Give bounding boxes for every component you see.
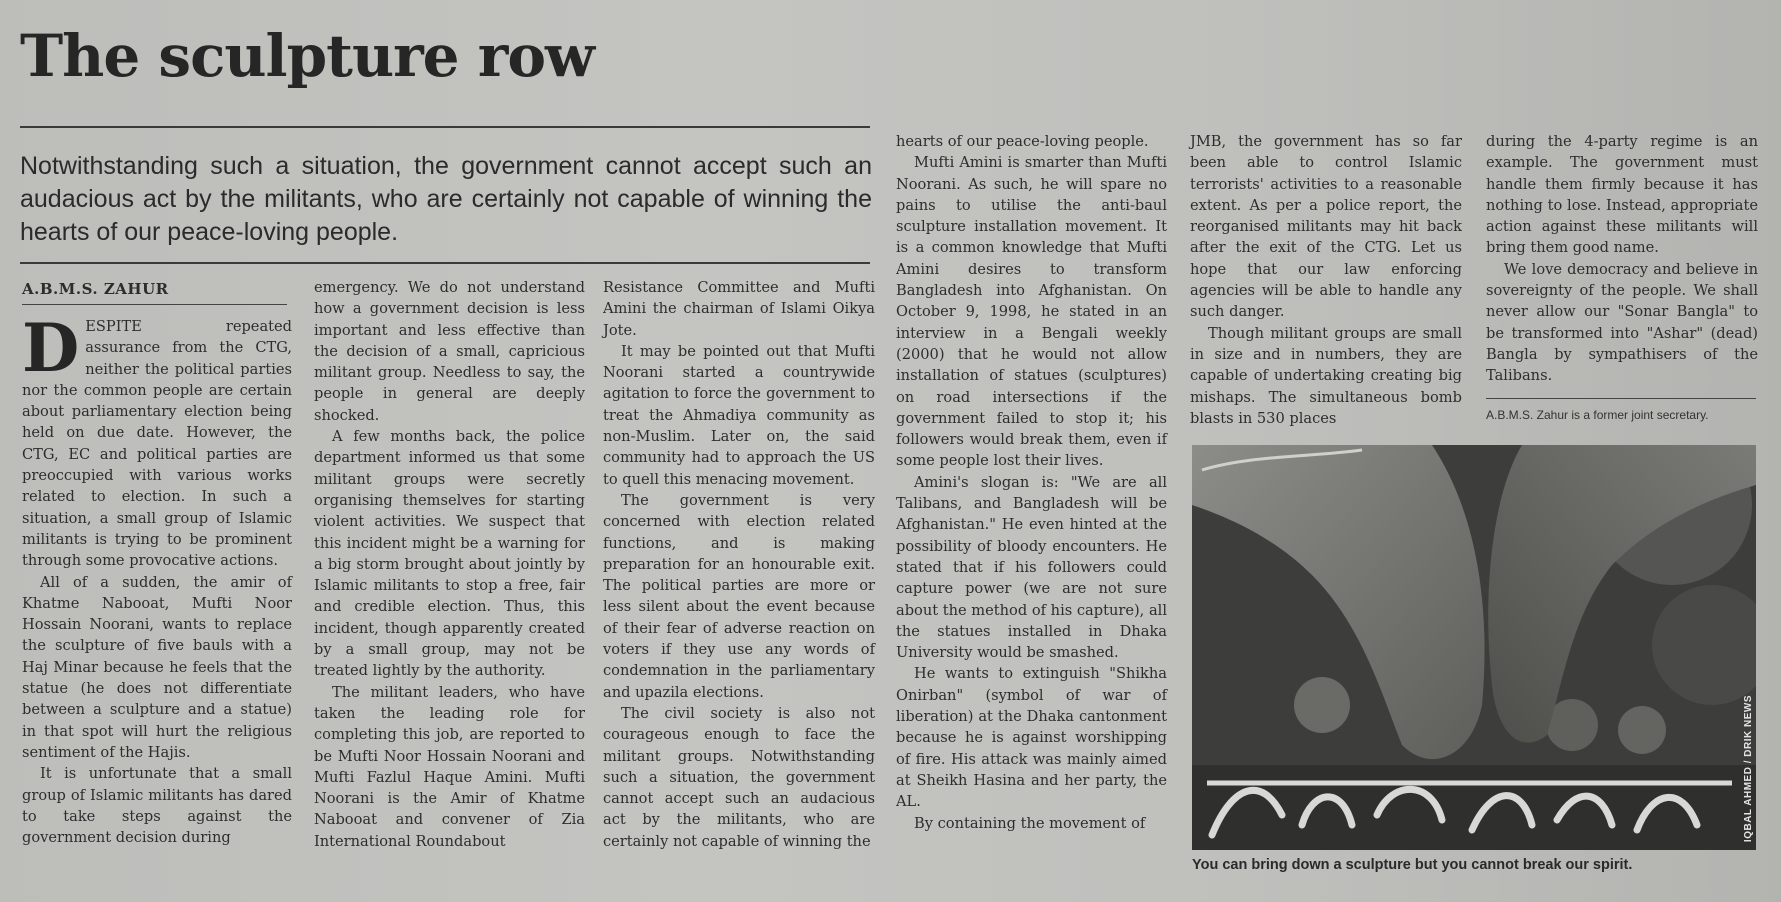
paragraph: The militant leaders, who have taken the leading role for completing this job, are reported to be Mufti Noor Hossain Noorani and Mufti Fazlul Haque Amini. Mufti Noorani is the Amir of Khatme Nabooat and convener of Zia International Roundabout [314,683,585,850]
paragraph [22,309,292,572]
drop-cap: D [22,309,80,387]
photo-caption: You can bring down a sculpture but you cannot break our spirit. [1192,857,1633,873]
paragraph: Resistance Committee and Mufti Amini the chairman of Islami Oikya Jote. [603,279,875,339]
hands-photo-illustration [1192,445,1756,850]
byline: A.B.M.S. ZAHUR [22,280,169,298]
paragraph: He wants to extinguish "Shikha Onirban" (symbol of war of liberation) at the Dhaka cantonment because he is against worshipping of fire. His attack was mainly aimed at Sheikh Hasina and her party, the AL. [896,665,1167,811]
article-column-1 [22,309,292,848]
byline-rule [22,304,287,305]
article-column-4 [896,131,1167,834]
author-note: A.B.M.S. Zahur is a former joint secretary. [1486,408,1709,422]
article-column-2 [314,277,585,852]
paragraph: It is unfortunate that a small group of Islamic militants has dared to take steps against the government decision during [22,765,292,847]
paragraph: Though militant groups are small in size and in numbers, they are capable of undertaking creating big mishaps. The simultaneous bomb blasts in 530 places [1190,324,1462,427]
paragraph: hearts of our peace-loving people. [896,133,1149,150]
paragraph: Amini's slogan is: "We are all Talibans, and Bangladesh will be Afghanistan." He even hinted at the possibility of bloody encounters. He stated that if his followers could capture power (we are not sure about the method of his capture), all the statues installed in Dhaka University would be smashed. [896,473,1167,662]
headline: The sculpture row [20,22,594,90]
paragraph: JMB, the government has so far been able to control Islamic terrorists' activities to a reasonable extent. As per a police report, the reorganised militants may hit back after the exit of the CTG. Let us hope that our law enforcing agencies will be able to handle any such danger. [1190,133,1462,321]
headline-rule [20,126,870,128]
standfirst-rule [20,262,870,264]
paragraph: The government is very concerned with election related functions, and is making preparation for an honourable exit. The political parties are more or less silent about the event because of their fear of adverse reaction on voters if they use any words of condemnation in the parliamentary and upazila elections. [603,491,875,701]
paragraph: By containing the movement of [914,814,1146,832]
photo-credit: IQBAL AHMED / DRIK NEWS [1743,695,1754,843]
paragraph: All of a sudden, the amir of Khatme Nabooat, Mufti Noor Hossain Noorani, wants to replace the sculpture of five bauls with a Haj Minar because he feels that the statue (he does not differentiate between a sculpture and a statue) in that spot will hurt the religious sentiment of the Hajis. [22,573,292,761]
paragraph: emergency. We do not understand how a government decision is less important and less effective than the decision of a small, capricious militant group. Needless to say, the people in general are deeply shocked. [314,279,585,424]
paragraph: It may be pointed out that Mufti Noorani started a countrywide agitation to force the government to treat the Ahmadiya community as non-Muslim. Later on, the said community had to approach the US to quell this menacing movement. [603,342,875,488]
article-column-6 [1486,131,1758,387]
paragraph: Mufti Amini is smarter than Mufti Noorani. As such, he will spare no pains to utilise the anti-baul sculpture installation movement. It is a common knowledge that Mufti Amini desires to transform Bangladesh into Afghanistan. On October 9, 1998, he stated in an interview in a Bengali weekly (2000) that he would not allow installation of statues (sculptures) on road intersections if the government failed to stop it; his followers would break them, even if some people lost their lives. [896,154,1167,470]
paragraph: during the 4-party regime is an example. The government must handle them firmly because it has nothing to lose. Instead, appropriate action against these militants will bring them good name. [1486,133,1758,257]
standfirst: Notwithstanding such a situation, the government cannot accept such an audacious act by the militants, who are certainly not capable of winning the hearts of our peace-loving people. [20,152,872,246]
paragraph: The civil society is also not courageous enough to face the militant groups. Notwithstanding such a situation, the government cannot accept such an audacious act by the militants, who are certainly not capable of winning the [603,704,875,850]
news-photo [1192,445,1756,850]
article-column-3 [603,277,875,852]
article-column-5 [1190,131,1462,429]
paragraph: A few months back, the police department informed us that some militant groups were secretly organising themselves for starting violent activities. We suspect that this incident might be a warning for a big storm brought about jointly by Islamic militants to stop a free, fair and credible election. Thus, this incident, though apparently created by a small group, may not be treated lightly by the authority. [314,428,585,680]
end-rule [1486,398,1756,399]
paragraph-text: ESPITE repeated assurance from the CTG, neither the political parties nor the common people are certain about parliamentary election being held on due date. However, the CTG, EC and political parties are preoccupied with various works related to election. In such a situation, a small group of Islamic militants is trying to be prominent through some provocative actions. [22,318,292,570]
paragraph: We love democracy and believe in sovereignty of the people. We shall never allow our "Sonar Bangla" to be transformed into "Ashar" (dead) Bangla by sympathisers of the Talibans. [1486,260,1758,385]
